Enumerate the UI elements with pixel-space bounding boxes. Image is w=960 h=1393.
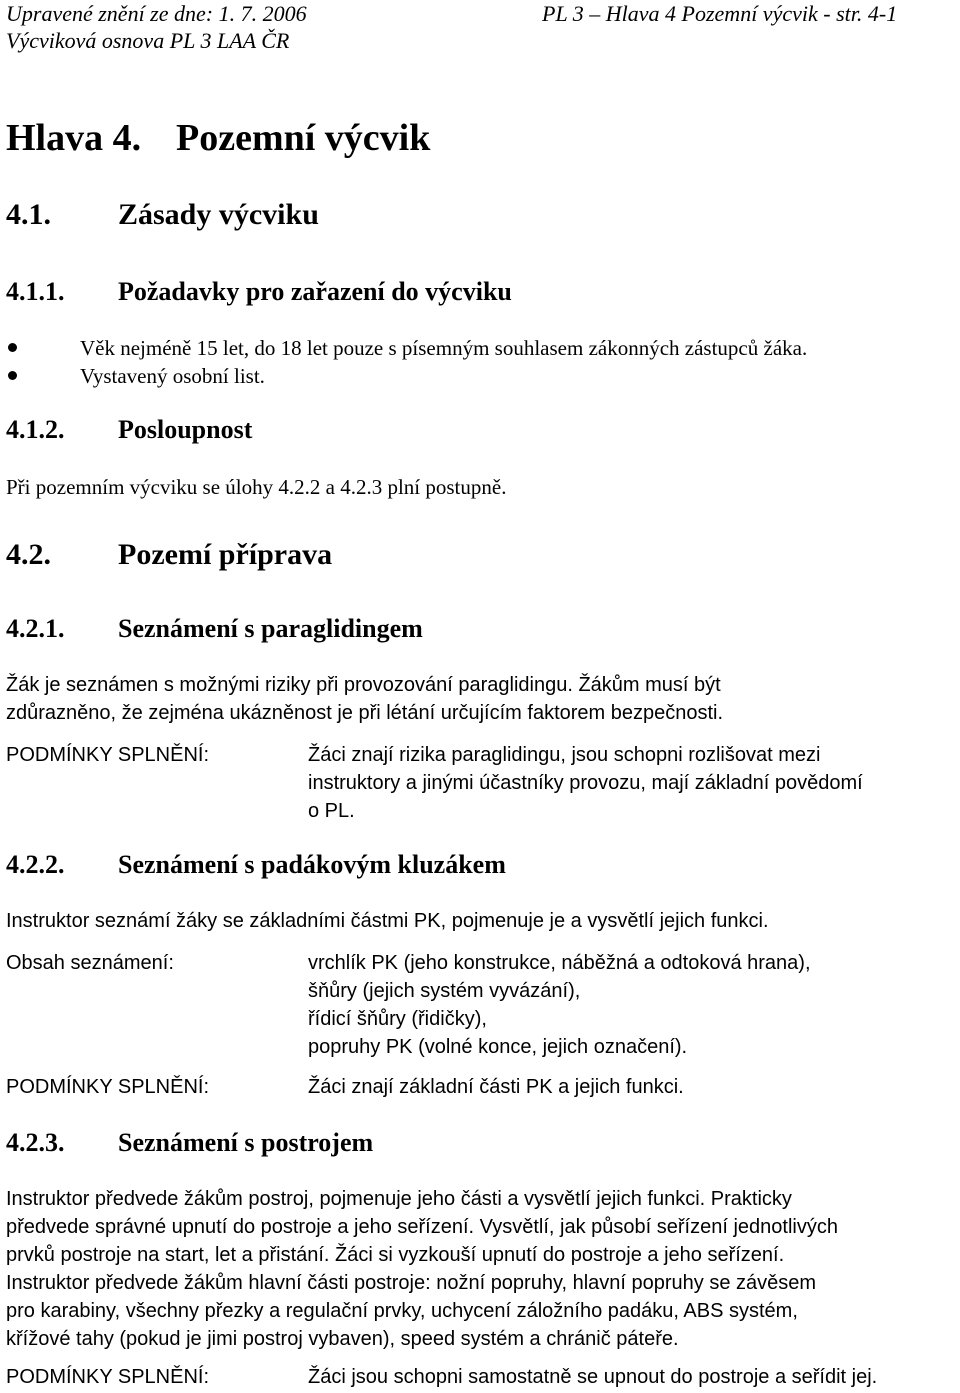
header-page-ref: PL 3 – Hlava 4 Pozemní výcvik - str. 4-1 [542, 1, 898, 26]
bullet-icon [8, 343, 17, 352]
section-title: Zásady výcviku [118, 198, 319, 231]
paragraph [6, 671, 956, 727]
bullet-icon [8, 371, 17, 380]
paragraph: Při pozemním výcviku se úlohy 4.2.2 a 4.2.3 plní postupně. [6, 475, 507, 499]
content-line: vrchlík PK (jeho konstrukce, náběžná a odtoková hrana), [308, 952, 811, 974]
subsection-title: Požadavky pro zařazení do výcviku [118, 277, 512, 306]
paragraph [6, 1185, 956, 1353]
section-number: 4.1. [6, 198, 51, 231]
conditions-line: instruktory a jinými účastníky provozu, mají základní povědomí [308, 772, 863, 794]
paragraph-line: Instruktor předvede žákům hlavní části postroje: nožní popruhy, hlavní popruhy se závěsem [6, 1272, 817, 1294]
paragraph-line: Žák je seznámen s možnými riziky při provozování paraglidingu. Žákům musí být [6, 674, 721, 696]
section-number: 4.2. [6, 538, 51, 571]
conditions-text [308, 741, 863, 825]
conditions-line: Žáci znají základní části PK a jejich funkci. [308, 1076, 684, 1098]
content-label: Obsah seznámení: [6, 952, 174, 974]
content-list [308, 949, 811, 1061]
header-date: Upravené znění ze dne: 1. 7. 2006 [6, 1, 307, 26]
subsection-number: 4.1.2. [6, 415, 65, 444]
conditions-line: Žáci znají rizika paraglidingu, jsou schopni rozlišovat mezi [308, 744, 821, 766]
paragraph-line: Instruktor předvede žákům postroj, pojmenuje jeho části a vysvětlí jejich funkci. Prakticky [6, 1188, 792, 1210]
subsection-number: 4.2.3. [6, 1128, 65, 1157]
paragraph-line: prvků postroje na start, let a přistání. Žáci si vyzkouší upnutí do postroje a jeho seřízení. [6, 1244, 785, 1266]
conditions-text [308, 1363, 877, 1391]
conditions-label: PODMÍNKY SPLNĚNÍ: [6, 744, 210, 766]
section-title: Pozemí příprava [118, 538, 333, 571]
paragraph-line: pro karabiny, všechny přezky a regulační prvky, uchycení záložního padáku, ABS systém, [6, 1300, 798, 1322]
chapter-title: Pozemní výcvik [176, 117, 431, 159]
subsection-number: 4.2.2. [6, 850, 65, 879]
subsection-title: Posloupnost [118, 415, 253, 444]
conditions-line: Žáci jsou schopni samostatně se upnout do postroje a seřídit jej. [308, 1366, 878, 1388]
content-line: popruhy PK (volné konce, jejich označení). [308, 1036, 688, 1058]
list-item-text: Věk nejméně 15 let, do 18 let pouze s písemným souhlasem zákonných zástupců žáka. [80, 336, 808, 360]
paragraph-line: předvede správné upnutí do postroje a jeho seřízení. Vysvětlí, jak působí seřízení jednotlivých [6, 1216, 838, 1238]
content-line: šňůry (jejich systém vyvázání), [308, 980, 581, 1002]
subsection-number: 4.1.1. [6, 277, 65, 306]
subsection-title: Seznámení s padákovým kluzákem [118, 850, 506, 879]
chapter-number: Hlava 4. [6, 117, 142, 159]
header-syllabus: Výcviková osnova PL 3 LAA ČR [6, 28, 290, 53]
paragraph-line: zdůrazněno, že zejména ukázněnost je při létání určujícím faktorem bezpečnosti. [6, 702, 724, 724]
subsection-number: 4.2.1. [6, 614, 65, 643]
paragraph: Instruktor seznámí žáky se základními částmi PK, pojmenuje je a vysvětlí jejich funkci. [6, 910, 769, 932]
conditions-label: PODMÍNKY SPLNĚNÍ: [6, 1366, 210, 1388]
content-line: řídicí šňůry (řidičky), [308, 1008, 487, 1030]
subsection-title: Seznámení s paraglidingem [118, 614, 423, 643]
paragraph-line: křížové tahy (pokud je jimi postroj vybaven), speed systém a chránič páteře. [6, 1328, 679, 1350]
list-item-text: Vystavený osobní list. [80, 364, 265, 388]
conditions-label: PODMÍNKY SPLNĚNÍ: [6, 1076, 210, 1098]
conditions-line: o PL. [308, 800, 355, 822]
subsection-title: Seznámení s postrojem [118, 1128, 374, 1157]
conditions-text [308, 1073, 684, 1101]
